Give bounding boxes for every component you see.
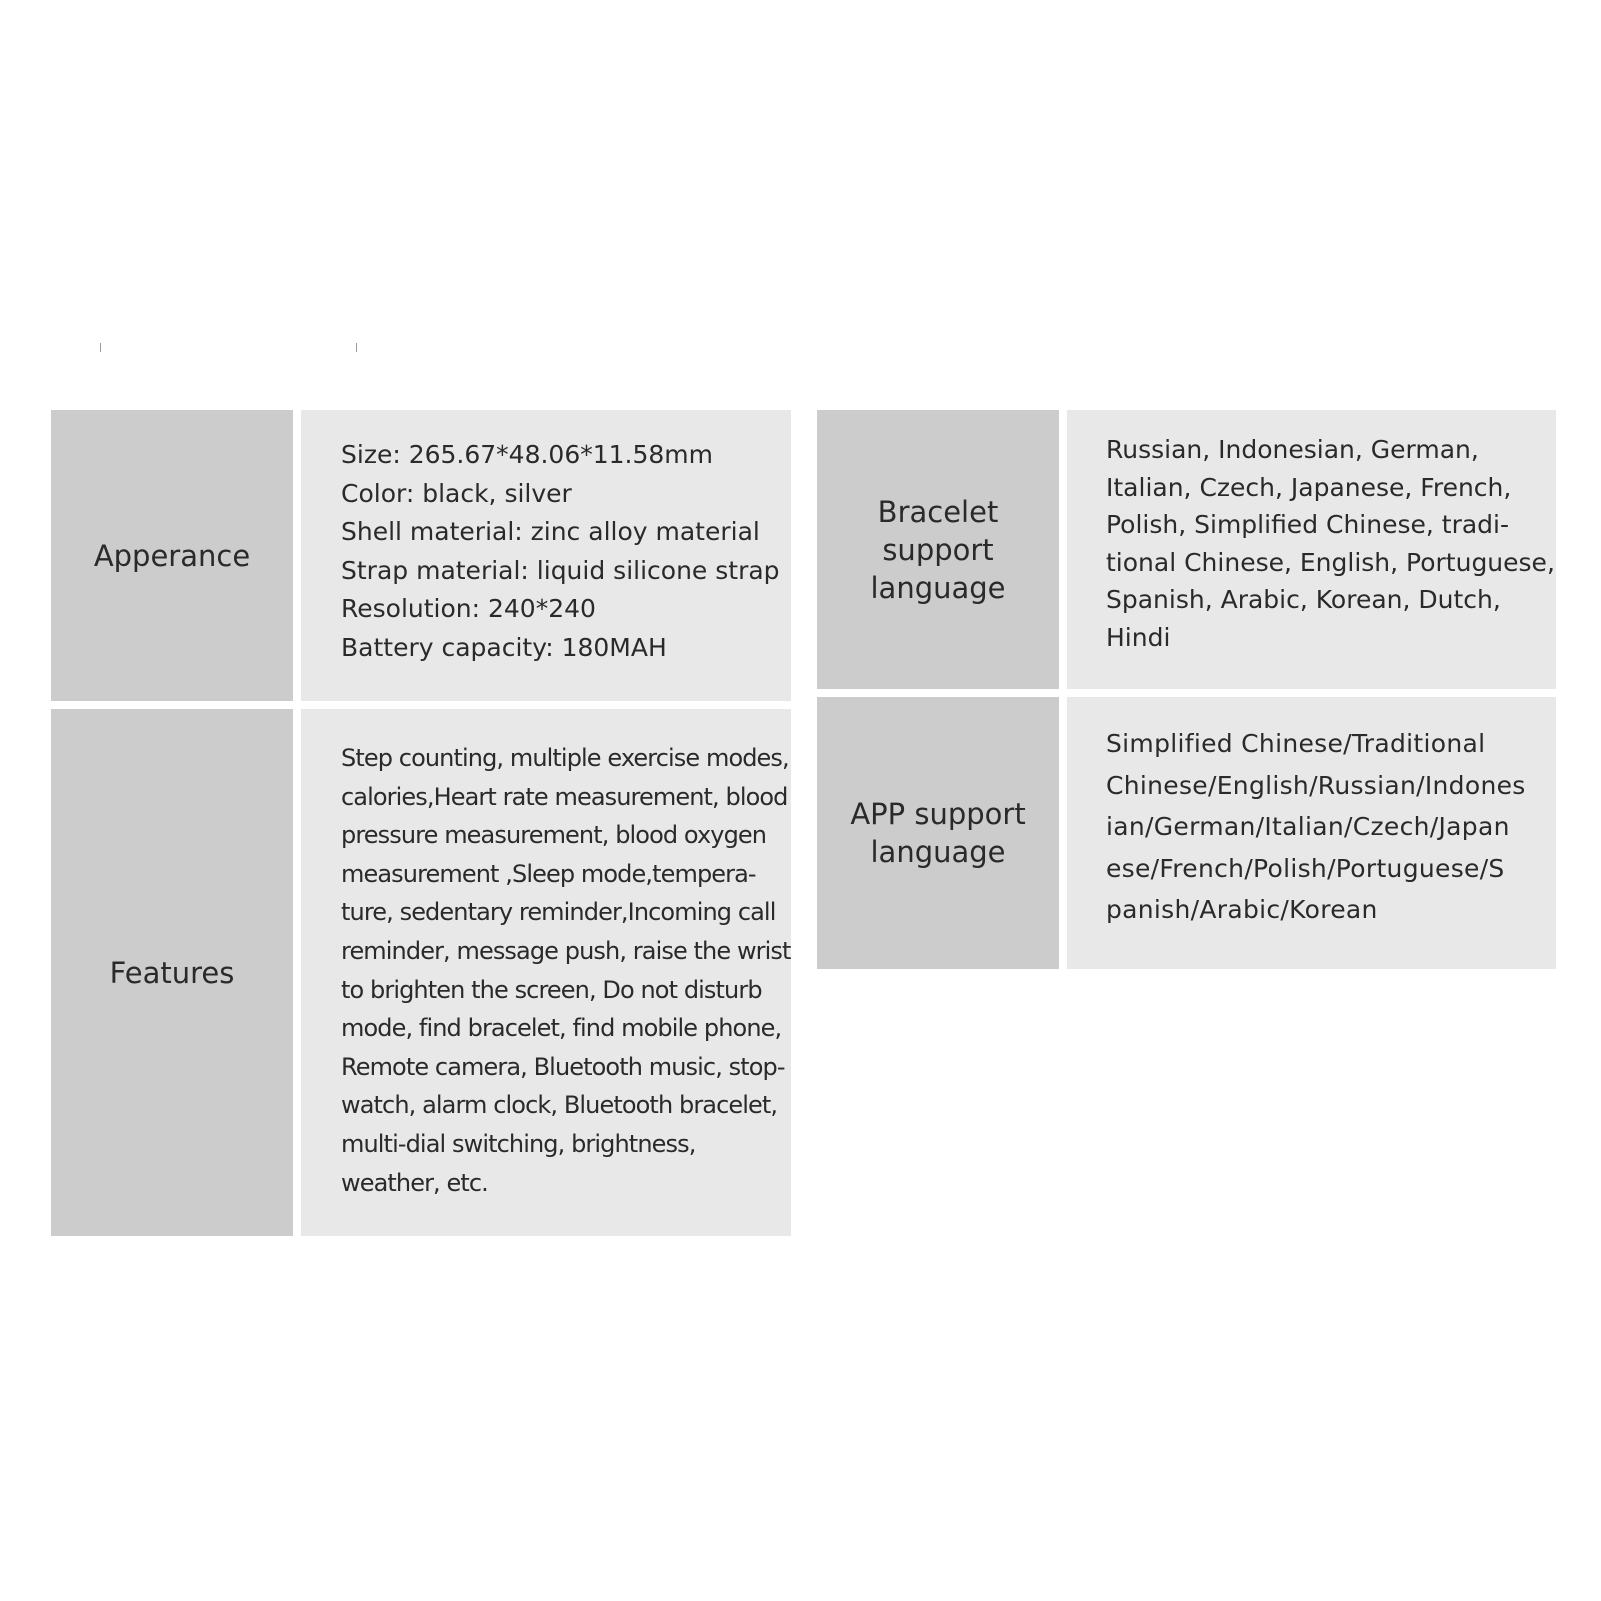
label-line: support — [882, 532, 994, 567]
language-line: ese/French/Polish/Portuguese/S — [1106, 853, 1505, 883]
features-line: calories,Heart rate measurement, blood — [341, 782, 788, 811]
appearance-spec-list — [341, 436, 781, 668]
size-spec: Size: 265.67*48.06*11.58mm — [341, 440, 714, 469]
label-line: Bracelet — [877, 494, 999, 529]
app-language-label-cell — [817, 697, 1059, 969]
bracelet-language-label — [870, 493, 1005, 607]
strap-material-spec: Strap material: liquid silicone strap — [341, 555, 780, 585]
features-line: weather, etc. — [341, 1168, 488, 1197]
label-line: language — [870, 835, 1006, 869]
label-line: APP support — [850, 797, 1026, 831]
language-line: Russian, Indonesian, German, — [1106, 435, 1479, 464]
bracelet-language-list — [1106, 431, 1555, 657]
bracelet-language-value-cell — [1067, 410, 1556, 689]
language-line: Simplified Chinese/Traditional — [1106, 729, 1486, 758]
app-language-label — [850, 795, 1025, 871]
decorative-tick-right — [356, 343, 357, 352]
language-line: panish/Arabic/Korean — [1106, 895, 1378, 925]
features-line: ture, sedentary reminder,Incoming call — [341, 898, 776, 927]
features-line: measurement ,Sleep mode,tempera- — [341, 859, 756, 888]
language-line: Spanish, Arabic, Korean, Dutch, — [1106, 585, 1501, 615]
app-language-list — [1106, 723, 1550, 931]
battery-capacity-spec: Battery capacity: 180MAH — [341, 632, 667, 662]
bracelet-language-label-cell — [817, 410, 1059, 689]
features-line: reminder, message push, raise the wrist — [341, 936, 791, 965]
features-label-cell — [51, 709, 293, 1236]
features-label: Features — [109, 955, 235, 990]
features-line: pressure measurement, blood oxygen — [341, 821, 767, 850]
resolution-spec: Resolution: 240*240 — [341, 594, 596, 624]
label-line: language — [870, 570, 1006, 605]
appearance-value-cell — [301, 410, 791, 701]
features-line: Remote camera, Bluetooth music, stop- — [341, 1052, 785, 1081]
features-line: Step counting, multiple exercise modes, — [341, 744, 789, 772]
language-line: Polish, Simplified Chinese, tradi- — [1106, 510, 1510, 540]
app-language-value-cell — [1067, 697, 1556, 969]
features-line: multi-dial switching, brightness, — [341, 1129, 696, 1158]
language-line: ian/German/Italian/Czech/Japan — [1106, 812, 1510, 842]
appearance-label: Apperance — [93, 538, 251, 573]
language-line: tional Chinese, English, Portuguese, — [1106, 547, 1555, 577]
features-text — [341, 739, 791, 1202]
color-spec: Color: black, silver — [341, 478, 572, 508]
features-line: to brighten the screen, Do not disturb — [341, 975, 762, 1004]
language-line: Hindi — [1106, 622, 1171, 652]
features-value-cell — [301, 709, 791, 1236]
shell-material-spec: Shell material: zinc alloy material — [341, 517, 760, 547]
decorative-tick-left — [100, 343, 101, 352]
features-line: mode, find bracelet, find mobile phone, — [341, 1014, 782, 1043]
appearance-label-cell — [51, 410, 293, 701]
language-line: Chinese/English/Russian/Indones — [1106, 770, 1526, 800]
language-line: Italian, Czech, Japanese, French, — [1106, 472, 1512, 502]
features-line: watch, alarm clock, Bluetooth bracelet, — [341, 1091, 778, 1120]
